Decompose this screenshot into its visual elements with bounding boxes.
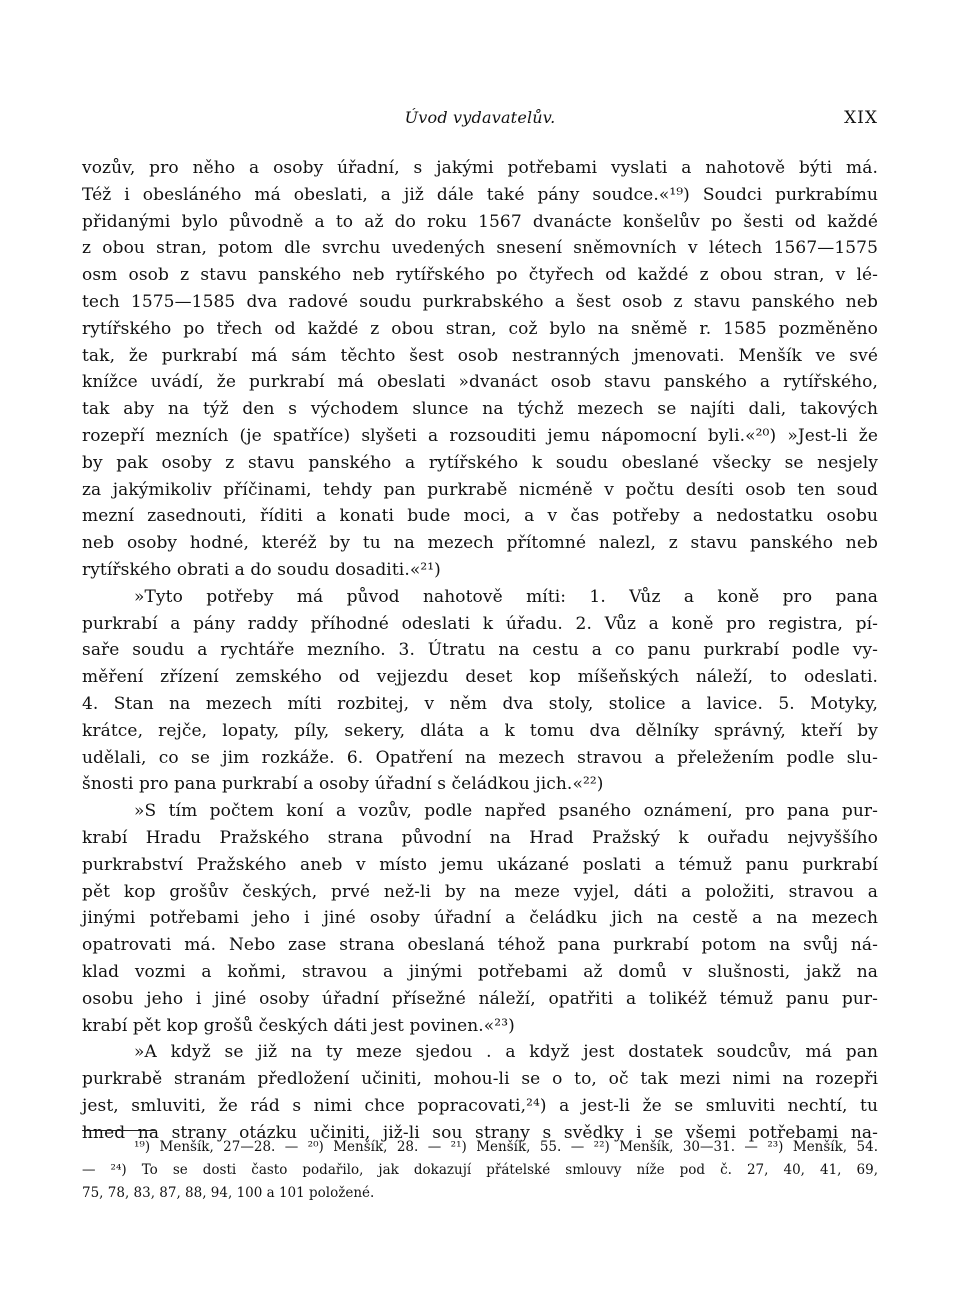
paragraph-start-line: »A když se již na ty meze sjedou . a když jest dostatek soudcův, má pan [134,1042,878,1063]
text-line: knížce uvádí, že purkrabí má obeslati »dvanáct osob stavu panského a rytířského, [82,372,878,393]
paragraph-end-line: šnosti pro pana purkrabí a osoby úřadní s čeládkou jich.«²²) [82,774,604,795]
text-line: opatrovati má. Nebo zase strana obeslaná téhož pana purkrabí potom na svůj ná- [82,935,878,956]
text-line: jinými potřebami jeho i jiné osoby úřadní a čeládku jich na cestě a na mezech [82,908,878,929]
text-line: osm osob z stavu panského neb rytířského po čtyřech od každé z obou stran, v lé- [82,265,878,286]
text-line: jest, smluviti, že rád s nimi chce popracovati,²⁴) a jest-li že se smluviti nechtí, tu [82,1095,878,1116]
footnote-line: 75, 78, 83, 87, 88, 94, 100 a 101 položené. [82,1185,375,1201]
text-line: 4. Stan na mezech míti rozbitej, v něm dva stoly, stolice a lavice. 5. Motyky, [82,693,878,714]
footnote-line: ¹⁹) Menšík, 27—28. — ²⁰) Menšík, 28. — ²¹) Menšík, 55. — ²²) Menšík, 30—31. — ²³) Menšík, 54. [134,1139,878,1155]
paragraph-start-line: »Tyto potřeby má původ nahotově míti: 1. Vůz a koně pro pana [134,586,878,607]
paragraph-end-line: krabí pět kop grošů českých dáti jest povinen.«²³) [82,1015,515,1036]
text-line: Též i obesláného má obeslati, a již dále také pány soudce.«¹⁹) Soudci purkrabímu [82,184,878,205]
footnotes [82,1136,878,1205]
text-line: klad vozmi a koňmi, stravou a jinými potřebami až domů v slušnosti, jakž na [82,961,878,982]
text-line: mezní zasednouti, říditi a konati bude moci, a v čas potřeby a nedostatku osobu [82,506,878,527]
text-line: by pak osoby z stavu panského a rytířského k soudu obeslané všecky se nesjely [82,452,878,473]
text-line: tak aby na týž den s východem slunce na týchž mezech se najíti dali, takových [82,399,878,420]
text-line: tech 1575—1585 dva radové soudu purkrabského a šest osob z stavu panského neb [82,291,878,312]
text-line: pět kop grošův českých, prvé než-li by na meze vyjel, dáti a položiti, stravou a [82,881,878,902]
text-line: přidanými bylo původně a to až do roku 1567 dvanácte konšelův po šesti od každé [82,211,878,232]
text-line: neb osoby hodné, kteréž by tu na mezech přítomné nalezl, z stavu panského neb [82,533,878,554]
paragraph-end-line: rytířského obrati a do soudu dosaditi.«²¹) [82,559,441,580]
text-line: rytířského po třech od každé z obou stran, což bylo na sněmě r. 1585 pozměněno [82,318,878,339]
text-line: hned na strany otázku učiniti, již-li sou strany s svědky i se všemi potřebami na- [82,1122,878,1143]
running-title: Úvod vydavatelův. [404,108,556,127]
page-number: XIX [844,108,878,128]
footnote-line: — ²⁴) To se dosti často podařilo, jak dokazují přátelské smlouvy níže pod č. 27, 40, 41, 69, [82,1162,878,1178]
text-line: krabí Hradu Pražského strana původní na Hrad Pražský k ouřadu nejvyššího [82,827,878,848]
text-line: udělali, co se jim rozkáže. 6. Opatření na mezech stravou a přeležením podle slu- [82,747,878,768]
text-line: purkrabě stranám předložení učiniti, mohou-li se o to, oč tak mezi nimi na rozepři [82,1069,878,1090]
text-line: krátce, rejče, lopaty, píly, sekery, dláta a k tomu dva dělníky správný, kteří by [82,720,878,741]
text-line: purkrabí a pány raddy příhodné odeslati k úřadu. 2. Vůz a koně pro registra, pí- [82,613,878,634]
text-line: vozův, pro něho a osoby úřadní, s jakými potřebami vyslati a nahotově býti má. [82,158,878,178]
running-head [82,108,878,132]
body-text [82,155,878,1146]
text-line: z obou stran, potom dle svrchu uvedených snesení sněmovních v létech 1567—1575 [82,238,878,259]
text-line: saře soudu a rychtáře mezního. 3. Útratu na cestu a co panu purkrabí podle vy- [82,640,878,661]
footnote-divider [82,1130,156,1131]
text-line: tak, že purkrabí má sám těchto šest osob nestranných jmenovati. Menšík ve své [82,345,878,366]
text-line: měření zřízení zemského od vejjezdu deset kop míšeňských náleží, to odeslati. [82,667,878,688]
text-line: osobu jeho i jiné osoby úřadní přísežné náleží, opatřiti a tolikéž témuž panu pur- [82,988,878,1009]
text-line: za jakýmikoliv příčinami, tehdy pan purkrabě nicméně v počtu desíti osob ten soud [82,479,878,500]
paragraph-start-line: »S tím počtem koní a vozův, podle napřed psaného oznámení, pro pana pur- [134,801,878,822]
text-line: purkrabství Pražského aneb v místo jemu ukázané poslati a témuž panu purkrabí [82,854,878,875]
text-line: rozepří mezních (je spatříce) slyšeti a rozsouditi jemu nápomocní byli.«²⁰) »Jest-li že [82,425,878,446]
